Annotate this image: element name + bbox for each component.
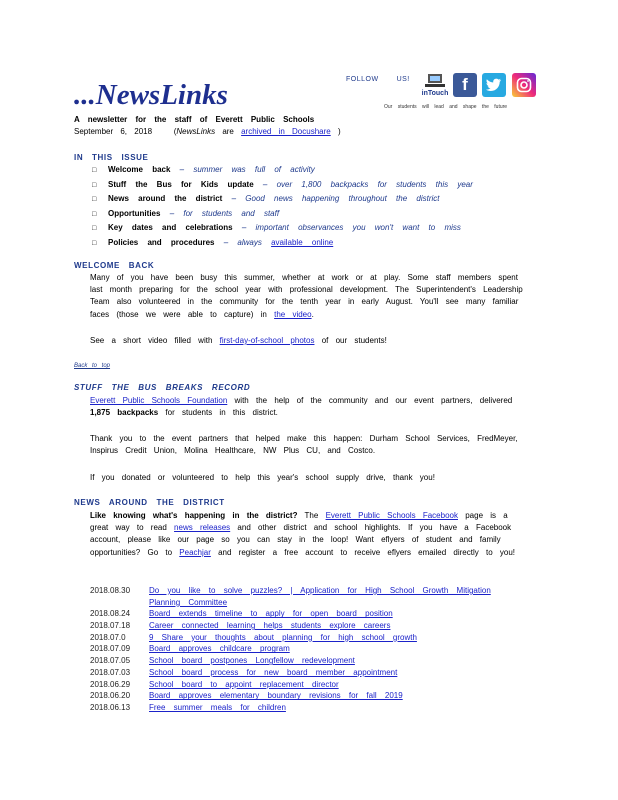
thank-you-paragraph: If you donated or volunteered to help this year's school supply drive, thank you! xyxy=(90,473,435,482)
newsletter-masthead: ...NewsLinks xyxy=(74,79,228,111)
issue-date: September 6, 2018 xyxy=(74,127,153,136)
welcome-video-link[interactable]: the video xyxy=(274,309,312,319)
photos-paragraph: See a short video filled with first-day-of-school photos of our students! xyxy=(90,336,387,345)
toc-item-news[interactable]: □ News around the district – Good news happening throughout the district xyxy=(92,194,440,203)
table-of-contents xyxy=(92,164,512,251)
news-item[interactable]: 2018.07.0 9 Share your thoughts about planning for high school growth xyxy=(90,632,417,642)
news-item[interactable]: 2018.06.20 Board approves elementary boundary revisions for fall 2019 xyxy=(90,691,403,701)
policies-online-link[interactable]: available online xyxy=(271,237,334,247)
follow-us-label: FOLLOW US! xyxy=(346,76,410,83)
news-item[interactable]: 2018.06.13 Free summer meals for children xyxy=(90,702,286,712)
news-item[interactable]: 2018.07.18 Career connected learning helps students explore careers xyxy=(90,621,391,631)
toc-item-welcome[interactable]: □ Welcome back – summer was full of activity xyxy=(92,165,315,174)
first-day-photos-link[interactable]: first-day-of-school photos xyxy=(219,336,315,345)
peachjar-link[interactable]: Peachjar xyxy=(179,547,211,557)
docushare-archive-link[interactable]: archived in Docushare xyxy=(241,127,331,136)
news-releases-link[interactable]: news releases xyxy=(174,523,231,533)
toc-item-stuff-the-bus[interactable]: □ Stuff the Bus for Kids update – over 1,800 backpacks for students this year xyxy=(92,179,473,189)
news-intro-paragraph: Like knowing what's happening in the district? The Everett Public Schools Facebook page is a great way to read news releases and other district and school highlights. If you have a Facebook account, please like our page so you can stay in the loop! Want eflyers of student and family opportunities? Go to Peachjar and register a free account to receive eflyers emailed directly to you! xyxy=(90,511,515,557)
news-heading: NEWS AROUND THE DISTRICT xyxy=(74,498,225,507)
news-item[interactable]: 2018.07.09 Board approves childcare program xyxy=(90,644,290,654)
intouch-icon[interactable] xyxy=(422,73,448,97)
event-partners-paragraph: Thank you to the event partners that helped make this happen: Durham School Services, FredMeyer, Inspirus Credit Union, Molina Healthcare, NW Plus CU, and Costco. xyxy=(90,434,518,456)
newsletter-subtitle: A newsletter for the staff of Everett Public Schools xyxy=(74,115,315,124)
facebook-page-link[interactable]: Everett Public Schools Facebook xyxy=(325,511,458,520)
news-item[interactable]: Planning Committee xyxy=(149,597,228,607)
welcome-heading: WELCOME BACK xyxy=(74,261,155,270)
stuff-the-bus-paragraph: Everett Public Schools Foundation with the help of the community and our event partners, delivered 1,875 backpacks for students in this district. xyxy=(90,396,513,418)
news-item[interactable]: 2018.06.29 School board to appoint replacement director xyxy=(90,679,339,689)
toc-heading: IN THIS ISSUE xyxy=(74,153,149,162)
news-item[interactable]: 2018.07.05 School board postpones Longfellow redevelopment xyxy=(90,656,355,666)
news-item[interactable]: 2018.08.30 Do you like to solve puzzles? | Application for High School Growth Mitigation xyxy=(90,586,491,595)
welcome-paragraph: Many of you have been busy this summer, whether at work or at play. Some staff members spent last month preparing for the school year with professional development. The Superintendent's Leadership Team also volunteered in the community for the tenth year in early August. You'll see many familiar faces (those we were able to capture) in the video. xyxy=(90,273,523,319)
back-to-top-link[interactable]: Back to top xyxy=(74,363,111,369)
news-releases-list xyxy=(90,585,530,714)
news-item[interactable]: 2018.07.03 School board process for new board member appointment xyxy=(90,667,398,677)
backpack-count: 1,875 backpacks xyxy=(90,408,159,418)
tagline: Our students will lead and shape the future xyxy=(384,104,508,110)
toc-item-key-dates[interactable]: □ Key dates and celebrations – important observances you won't want to miss xyxy=(92,223,461,232)
toc-item-policies[interactable]: □ Policies and procedures – always available online xyxy=(92,237,334,247)
stuff-the-bus-heading: STUFF THE BUS BREAKS RECORD xyxy=(74,383,251,392)
issue-date-line: September 6, 2018 (NewsLinks are archived in Docushare ) xyxy=(74,127,341,136)
svg-text:inTouch: inTouch xyxy=(422,90,448,97)
twitter-icon[interactable] xyxy=(482,73,506,97)
toc-item-opportunities[interactable]: □ Opportunities – for students and staff xyxy=(92,208,280,218)
instagram-icon[interactable] xyxy=(512,73,536,97)
foundation-link[interactable]: Everett Public Schools Foundation xyxy=(90,396,228,405)
facebook-icon[interactable]: f xyxy=(453,73,477,97)
news-item[interactable]: 2018.08.24 Board extends timeline to apply for open board position xyxy=(90,609,393,619)
